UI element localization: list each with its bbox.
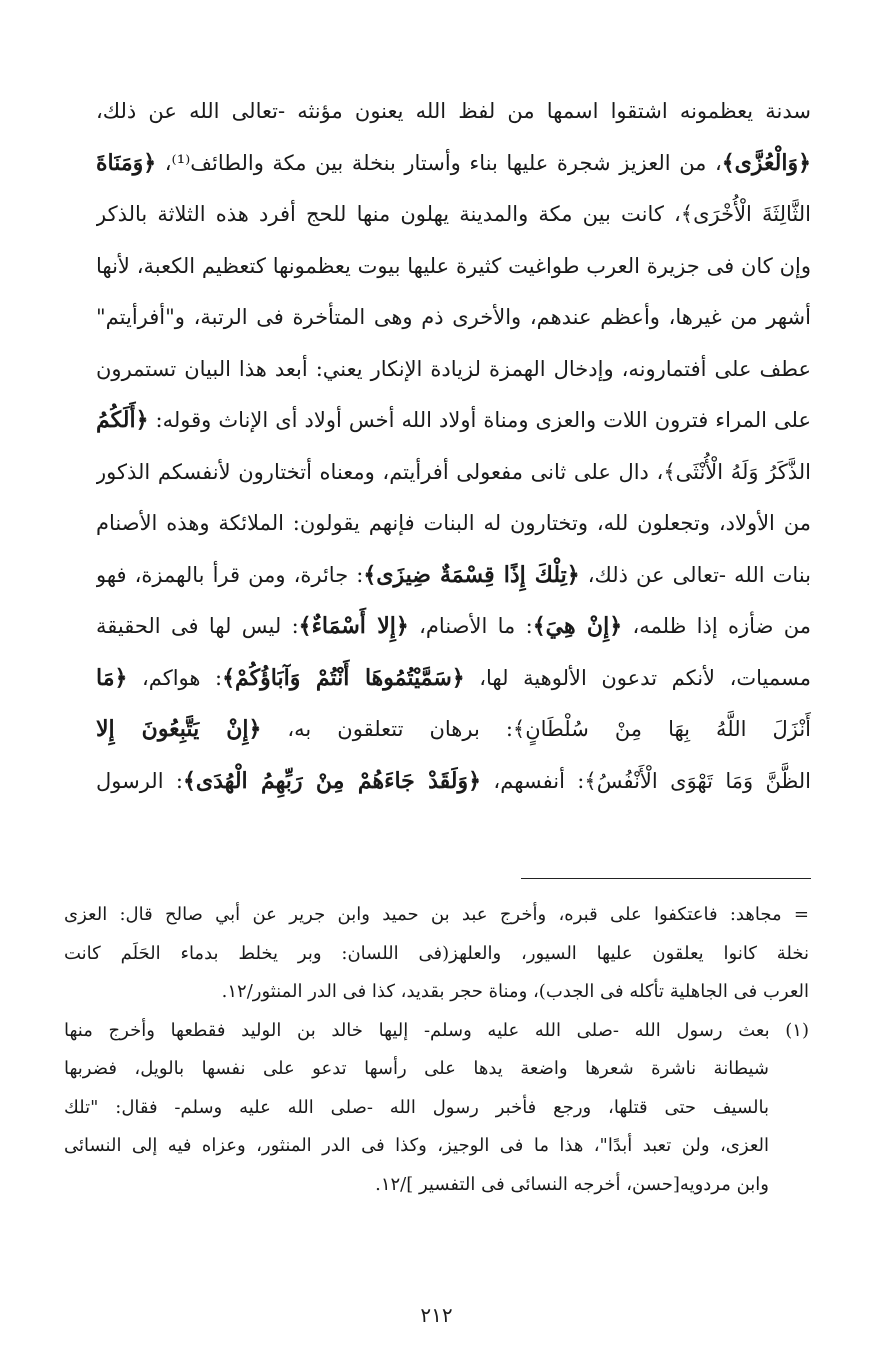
main-text-block: [96, 86, 811, 807]
quran-quote: ﴿تِلْكَ إِذًا قِسْمَةٌ ضِيزَى﴾: [363, 561, 580, 588]
body-line: الذَّكَرُ وَلَهُ الْأُنْثَى﴾، دال على ثانى مفعولى أفرأيتم، ومعناه أتختارون لأنفسكم الذكور: [96, 459, 811, 484]
quran-quote: ﴿إِنْ هِيَ﴾: [532, 613, 623, 639]
body-line: ﴿وَالْعُزَّى﴾، من العزيز شجرة عليها بناء وأستار بنخلة بين مكة والطائف⁽¹⁾، ﴿وَمَنَاةَ: [96, 149, 811, 176]
page-number: ٢١٢: [420, 1303, 453, 1327]
body-line: أشهر من غيرها، وأعظم عندهم، والأخرى ذم وهى المتأخرة فى الرتبة، و"أفرأيتم": [96, 305, 811, 329]
footnote-line: بالسيف حتى قتلها، ورجع فأخبر رسول الله -صلى الله عليه وسلم- فقال: "تلك: [64, 1096, 769, 1118]
quran-quote: ﴿وَلَقَدْ جَاءَهُمْ مِنْ رَبِّهِمُ الْهُدَى﴾: [183, 767, 482, 794]
quran-quote: ﴿وَمَنَاةَ: [96, 149, 157, 176]
quran-quote: ﴿سَمَّيْتُمُوهَا أَنْتُمْ وَآبَاؤُكُمْ﴾: [222, 664, 465, 691]
body-line: من ضأزه إذا ظلمه، ﴿إِنْ هِيَ﴾: ما الأصنام، ﴿إِلا أَسْمَاءٌ﴾: ليس لها فى الحقيقة: [96, 613, 811, 639]
footnote-line: = مجاهد: فاعتكفوا على قبره، وأخرج عبد بن حميد وابن جرير عن أبي صالح قال: العزى: [64, 904, 809, 925]
body-line: من الأولاد، وتجعلون لله، وتختارون له البنات فإنهم يقولون: الملائكة وهذه الأصنام: [96, 511, 811, 535]
body-line: على المراء فترون اللات والعزى ومناة أولاد الله أخس أولاد أى الإناث وقوله: ﴿أَلَكُمُ: [96, 407, 811, 433]
body-line: بنات الله -تعالى عن ذلك، ﴿تِلْكَ إِذًا قِسْمَةٌ ضِيزَى﴾: جائرة، ومن قرأ بالهمزة، فهو: [96, 561, 811, 588]
body-line: الثَّالِثَةَ الْأُخْرَى﴾، كانت بين مكة والمدينة يهلون منها للحج أفرد هذه الثلاثة بالذكر: [96, 202, 811, 226]
body-line: مسميات، لأنكم تدعون الألوهية لها، ﴿سَمَّيْتُمُوهَا أَنْتُمْ وَآبَاؤُكُمْ﴾: هواكم، ﴿مَا: [96, 664, 811, 691]
quran-quote: ﴿وَالْعُزَّى﴾: [721, 149, 811, 176]
footnote-line: العزى، ولن تعبد أبدًا"، هذا ما فى الوجيز، وكذا فى الدر المنثور، وعزاه فيه إلى النسائى: [64, 1135, 769, 1156]
footnote-line: العرب فى الجاهلية تأكله فى الجدب)، ومناة حجر بقديد، كذا فى الدر المنثور/١٢.: [221, 981, 809, 1002]
quran-quote: ﴿أَلَكُمُ: [96, 407, 149, 433]
footnote-line: شيطانة ناشرة شعرها واضعة يدها على رأسها تدعو على نفسها بالويل، فضربها: [64, 1058, 769, 1079]
footnote-divider: [521, 878, 811, 879]
quran-quote: ﴿مَا: [96, 664, 128, 691]
footnote-line: نخلة كانوا يعلقون عليها السيور، والعلهز(فى اللسان: وبر يخلط بدماء الحَلَم كانت: [64, 942, 809, 964]
quran-quote: ﴿إِلا أَسْمَاءٌ﴾: [298, 613, 409, 639]
body-line: عطف على أفتمارونه، وإدخال الهمزة لزيادة الإنكار يعني: أبعد هذا البيان تستمرون: [96, 356, 811, 381]
body-line: الظَّنَّ وَمَا تَهْوَى الْأَنْفُسُ﴾: أنفسهم، ﴿وَلَقَدْ جَاءَهُمْ مِنْ رَبِّهِمُ الْهُدَى﴾: الرسول: [96, 767, 811, 794]
footnote-line: (١) بعث رسول الله -صلى الله عليه وسلم- إليها خالد بن الوليد فقطعها وأخرج منها: [64, 1019, 809, 1041]
body-line: سدنة يعظمونه اشتقوا اسمها من لفظ الله يعنون مؤنثه -تعالى الله عن ذلك،: [96, 99, 811, 123]
quran-quote: ﴿إِنْ يَتَّبِعُونَ إِلا: [96, 716, 262, 742]
body-line: أَنْزَلَ اللَّهُ بِهَا مِنْ سُلْطَانٍ﴾: برهان تتعلقون به، ﴿إِنْ يَتَّبِعُونَ إِلا: [96, 716, 811, 742]
body-line: وإن كان فى جزيرة العرب طواغيت كثيرة عليها بيوت يعظمونها كتعظيم الكعبة، لأنها: [96, 253, 811, 278]
footnote-line: وابن مردويه[حسن، أخرجه النسائى فى التفسير ]/١٢.: [375, 1173, 769, 1195]
footnotes-block: [64, 896, 809, 1204]
